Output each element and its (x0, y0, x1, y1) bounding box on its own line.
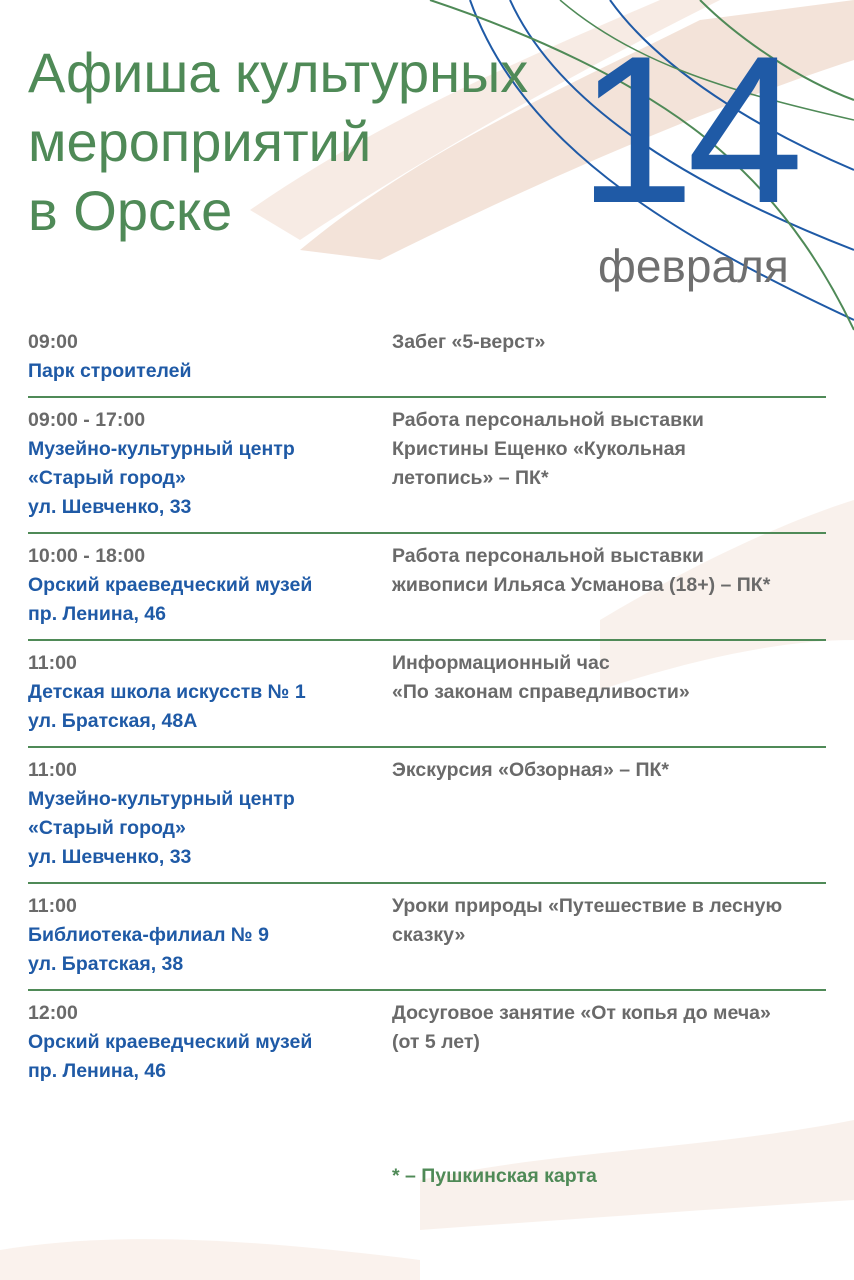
event-description: Забег «5-верст» (392, 331, 546, 353)
event-time: 10:00 - 18:00 (28, 545, 146, 567)
title-line-3: в Орске (28, 179, 233, 242)
event-address: пр. Ленина, 46 (28, 1060, 166, 1082)
event-description: Информационный час (392, 652, 610, 674)
event-row (28, 748, 826, 884)
event-row (28, 534, 826, 641)
event-description: летопись» – ПК* (392, 467, 549, 489)
event-description: живописи Ильяса Усманова (18+) – ПК* (392, 574, 771, 596)
event-address: ул. Шевченко, 33 (28, 496, 192, 518)
event-place: Детская школа искусств № 1 (28, 681, 306, 703)
event-place: «Старый город» (28, 467, 186, 489)
event-time: 11:00 (28, 759, 77, 781)
page-title (28, 38, 588, 245)
event-address: ул. Шевченко, 33 (28, 846, 192, 868)
event-time: 11:00 (28, 895, 77, 917)
event-address: ул. Братская, 48А (28, 710, 198, 732)
event-row (28, 320, 826, 398)
event-description: (от 5 лет) (392, 1031, 480, 1053)
event-time: 11:00 (28, 652, 77, 674)
date-day: 14 (578, 12, 796, 247)
event-row (28, 884, 826, 991)
event-time: 09:00 (28, 331, 78, 353)
date-month: февраля (598, 240, 789, 292)
event-row (28, 398, 826, 534)
event-description: Уроки природы «Путешествие в лесную (392, 895, 783, 917)
event-place: «Старый город» (28, 817, 186, 839)
event-place: Музейно-культурный центр (28, 788, 295, 810)
event-place: Орский краеведческий музей (28, 574, 313, 596)
event-row (28, 641, 826, 748)
title-line-1: Афиша культурных (28, 41, 529, 104)
event-place: Музейно-культурный центр (28, 438, 295, 460)
event-description: сказку» (392, 924, 466, 946)
event-place: Парк строителей (28, 360, 192, 382)
title-line-2: мероприятий (28, 110, 372, 173)
event-place: Орский краеведческий музей (28, 1031, 313, 1053)
event-address: ул. Братская, 38 (28, 953, 184, 975)
events-list (28, 320, 826, 1096)
event-description: Работа персональной выставки (392, 545, 704, 567)
event-description: Экскурсия «Обзорная» – ПК* (392, 759, 669, 781)
event-time: 09:00 - 17:00 (28, 409, 146, 431)
event-place: Библиотека-филиал № 9 (28, 924, 269, 946)
event-time: 12:00 (28, 1002, 78, 1024)
event-description: Кристины Ещенко «Кукольная (392, 438, 686, 460)
event-row (28, 991, 826, 1096)
event-description: Досуговое занятие «От копья до меча» (392, 1002, 771, 1024)
event-address: пр. Ленина, 46 (28, 603, 166, 625)
event-description: «По законам справедливости» (392, 681, 690, 703)
footnote-pushkin-card: * – Пушкинская карта (392, 1165, 597, 1187)
event-description: Работа персональной выставки (392, 409, 704, 431)
